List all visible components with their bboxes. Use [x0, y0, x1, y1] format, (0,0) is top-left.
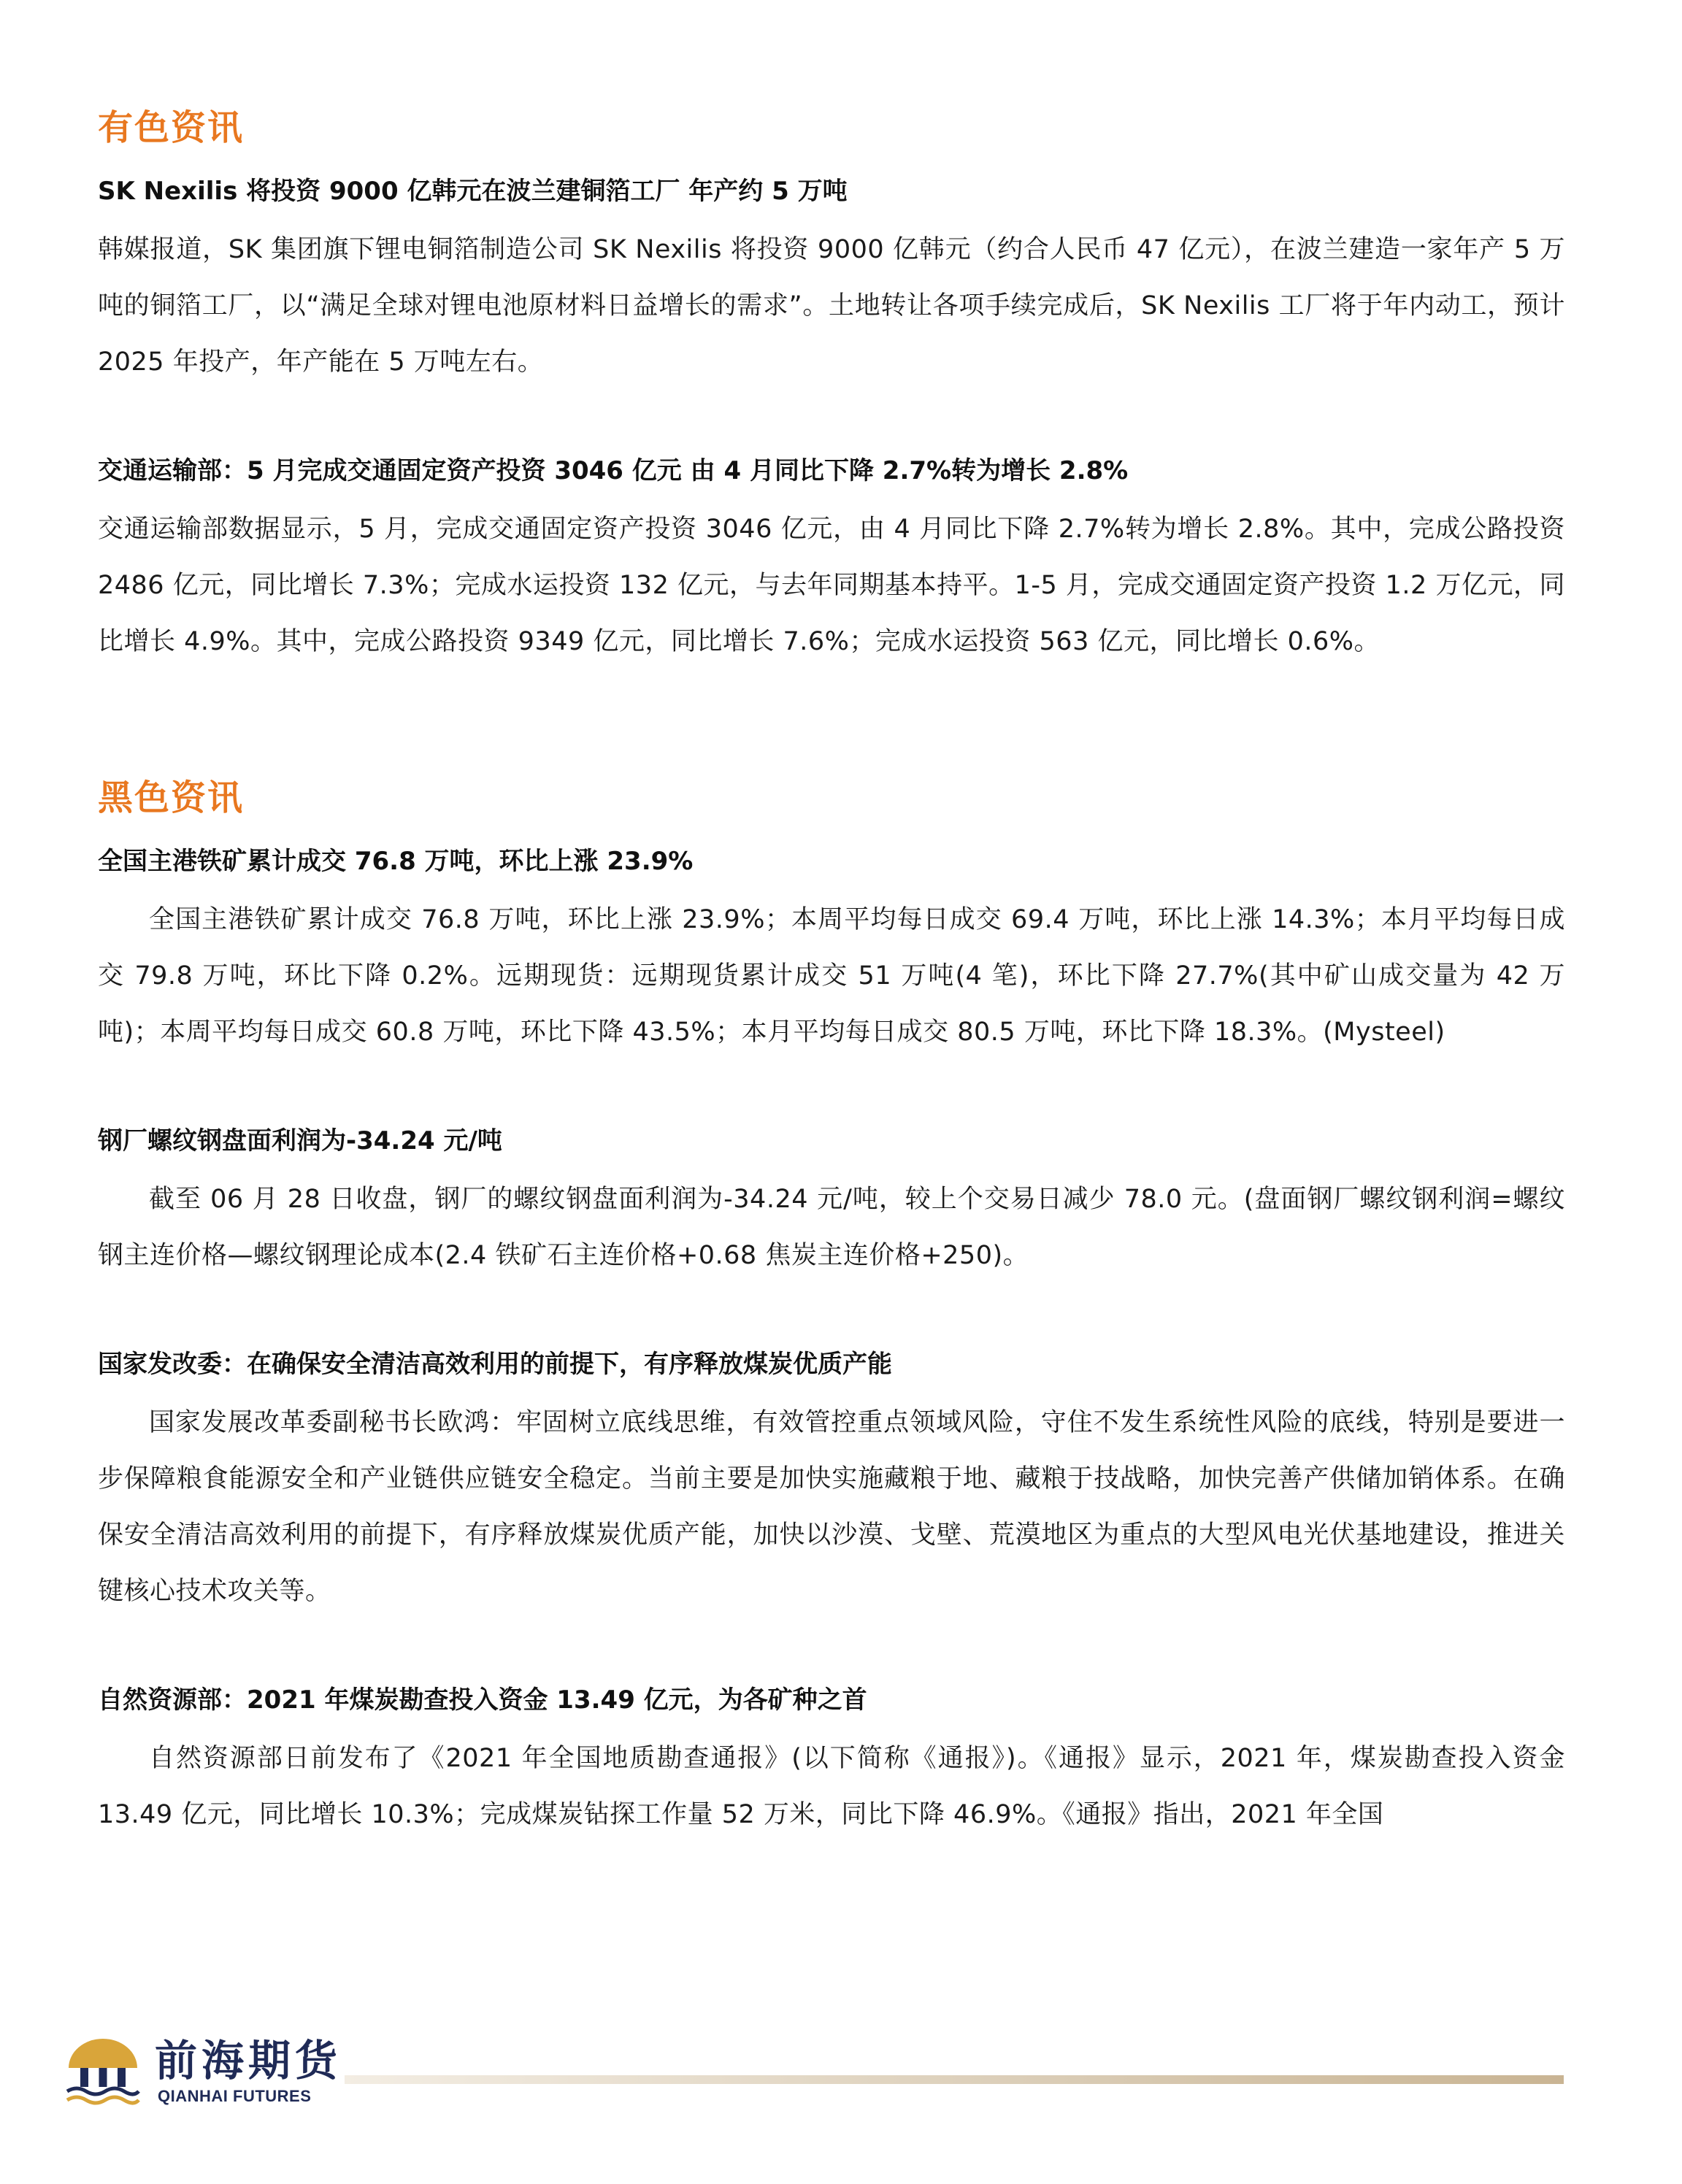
qianhai-logo-icon [63, 2036, 143, 2109]
article-body: 韩媒报道，SK 集团旗下锂电铜箔制造公司 SK Nexilis 将投资 9000 亿韩元（约合人民币 47 亿元），在波兰建造一家年产 5 万吨的铜箔工厂，以“满足全球对锂电池原材料日益增长的需求”。土地转让各项手续完成后，SK Nexilis 工厂将于年内动工，预计 2025 年投产，年产能在 5 万吨左右。 [98, 235, 1565, 377]
article-body: 交通运输部数据显示，5 月，完成交通固定资产投资 3046 亿元，由 4 月同比下降 2.7%转为增长 2.8%。其中，完成公路投资 2486 亿元，同比增长 7.3%；完成水运投资 132 亿元，与去年同期基本持平。1-5 月，完成交通固定资产投资 1.2 万亿元，同比增长 4.9%。其中，完成公路投资 9349 亿元，同比增长 7.6%；完成水运投资 563 亿元，同比增长 0.6%。 [98, 515, 1565, 656]
article [98, 1669, 1565, 1843]
section-ferrous [98, 765, 1565, 1843]
article-body: 国家发展改革委副秘书长欧鸿：牢固树立底线思维，有效管控重点领域风险，守住不发生系统性风险的底线，特别是要进一步保障粮食能源安全和产业链供应链安全稳定。当前主要是加快实施藏粮于地、藏粮于技战略，加快完善产供储加销体系。在确保安全清洁高效利用的前提下，有序释放煤炭优质产能，加快以沙漠、戈壁、荒漠地区为重点的大型风电光伏基地建设，推进关键核心技术攻关等。 [98, 1408, 1565, 1606]
section-title: 黑色资讯 [98, 777, 245, 818]
article-title: 钢厂螺纹钢盘面利润为-34.24 元/吨 [98, 1126, 502, 1156]
article-title: 全国主港铁矿累计成交 76.8 万吨，环比上涨 23.9% [98, 847, 694, 876]
footer-divider [345, 2075, 1564, 2084]
article [98, 440, 1565, 670]
article [98, 1110, 1565, 1284]
article [98, 161, 1565, 391]
article-body: 自然资源部日前发布了《2021 年全国地质勘查通报》(以下简称《通报》)。《通报》显示，2021 年，煤炭勘查投入资金 13.49 亿元，同比增长 10.3%；完成煤炭钻探工作量 52 万米，同比下降 46.9%。《通报》指出，2021 年全国 [98, 1744, 1565, 1829]
article [98, 1334, 1565, 1620]
article-title: 国家发改委：在确保安全清洁高效利用的前提下，有序释放煤炭优质产能 [98, 1350, 892, 1379]
section-nonferrous [98, 95, 1565, 670]
logo-english-name: QIANHAI FUTURES [158, 2087, 312, 2105]
article-body: 全国主港铁矿累计成交 76.8 万吨，环比上涨 23.9%；本周平均每日成交 69.4 万吨，环比上涨 14.3%；本月平均每日成交 79.8 万吨，环比下降 0.2%。远期现货：远期现货累计成交 51 万吨(4 笔)，环比下降 27.7%(其中矿山成交量为 42 万吨)；本周平均每日成交 60.8 万吨，环比下降 43.5%；本月平均每日成交 80.5 万吨，环比下降 18.3%。(Mysteel) [98, 905, 1565, 1047]
article-title: 交通运输部：5 月完成交通固定资产投资 3046 亿元 由 4 月同比下降 2.7%转为增长 2.8% [98, 456, 1129, 485]
article-title: SK Nexilis 将投资 9000 亿韩元在波兰建铜箔工厂 年产约 5 万吨 [98, 177, 848, 206]
section-title: 有色资讯 [98, 107, 245, 148]
article [98, 831, 1565, 1061]
article-title: 自然资源部：2021 年煤炭勘查投入资金 13.49 亿元，为各矿种之首 [98, 1685, 867, 1715]
logo-chinese-name: 前海期货 [155, 2036, 342, 2085]
document-content [98, 95, 1565, 1843]
article-body: 截至 06 月 28 日收盘，钢厂的螺纹钢盘面利润为-34.24 元/吨，较上个交易日减少 78.0 元。(盘面钢厂螺纹钢利润=螺纹钢主连价格—螺纹钢理论成本(2.4 铁矿石主连价格+0.68 焦炭主连价格+250)。 [98, 1185, 1565, 1270]
page-footer [63, 2033, 1596, 2113]
